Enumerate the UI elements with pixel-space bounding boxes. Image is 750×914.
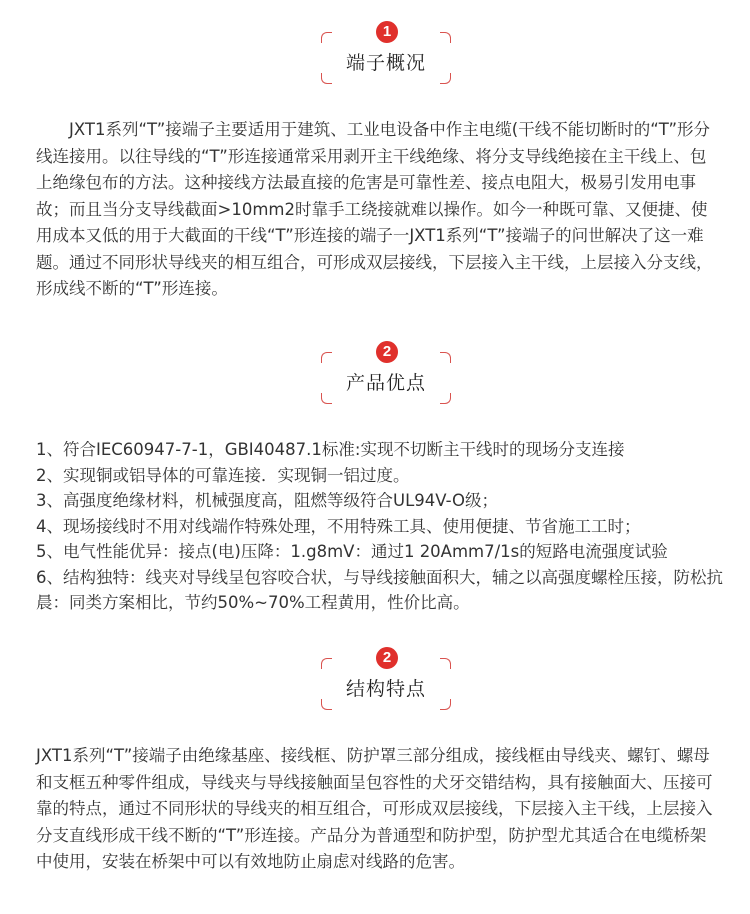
list-item: 6、结构独特：线夹对导线呈包容咬合状，与导线接触面积大，辅之以高强度螺栓压接，防松抗晨：同类方案相比，节约50%~70%工程黄用，性价比高。 [36,567,723,612]
list-item: 1、符合IEC60947-7-1，GBI40487.1标准:实现不切断主干线时的现场分支连接 [36,440,625,459]
section-3-heading [0,640,750,710]
advantages-list [36,437,726,616]
section-title: 端子概况 [345,52,426,74]
section-number-badge: 1 [372,17,402,47]
list-item: 5、电气性能优异：接点(电)压降：1.g8mV：通过1 20Amm7/1s的短路电流强度试验 [36,542,668,561]
overview-paragraph: JXT1系列“T”接端子主要适用于建筑、工业电设备中作主电缆(干线不能切断时的“T”形分线连接用。以往导线的“T”形连接通常采用剥开主干线绝缘、将分支导线绝接在主干线上、包上绝缘包布的方法。这种接线方法最直接的危害是可靠性差、接点电阻大，极易引发用电事故；而且当分支导线截面>10mm2时靠手工绕接就难以操作。如今一种既可靠、又便捷、使用成本又低的用于大截面的干线“T”形连接的端子一JXT1系列“T”接端子的问世解决了这一难题。通过不同形状导线夹的相互组合，可形成双层接线，下层接入主干线，上层接入分支线，形成线不断的“T”形连接。 [36,120,713,298]
list-item: 4、现场接线时不用对线端作特殊处理，不用特殊工具、使用便捷、节省施工工时； [36,516,641,536]
list-item: 2、实现铜或铝导体的可靠连接．实现铜一铝过度。 [36,465,410,485]
structure-paragraph: JXT1系列“T”接端子由绝缘基座、接线框、防护罩三部分组成，接线框由导线夹、螺钉、螺母和支框五种零件组成，导线夹与导线接触面呈包容性的犬牙交错结构，具有接触面大、压接可靠的特点，通过不同形状的导线夹的相互组合，可形成双层接线，下层接入主干线，上层接入分支直线形成干线不断的“T”形连接。产品分为普通型和防护型，防护型尤其适合在电缆桥架中使用，安装在桥架中可以有效地防止扇虑对线路的危害。 [36,746,713,871]
section-2-heading [0,334,750,404]
list-item: 3、高强度绝缘材料，机械强度高，阻燃等级符合UL94V-O级； [36,491,498,510]
section-number-badge: 2 [372,643,402,673]
section-title: 产品优点 [345,372,426,394]
section-number-badge: 2 [372,337,402,367]
section-title: 结构特点 [345,678,426,700]
section-1-heading [0,14,750,84]
